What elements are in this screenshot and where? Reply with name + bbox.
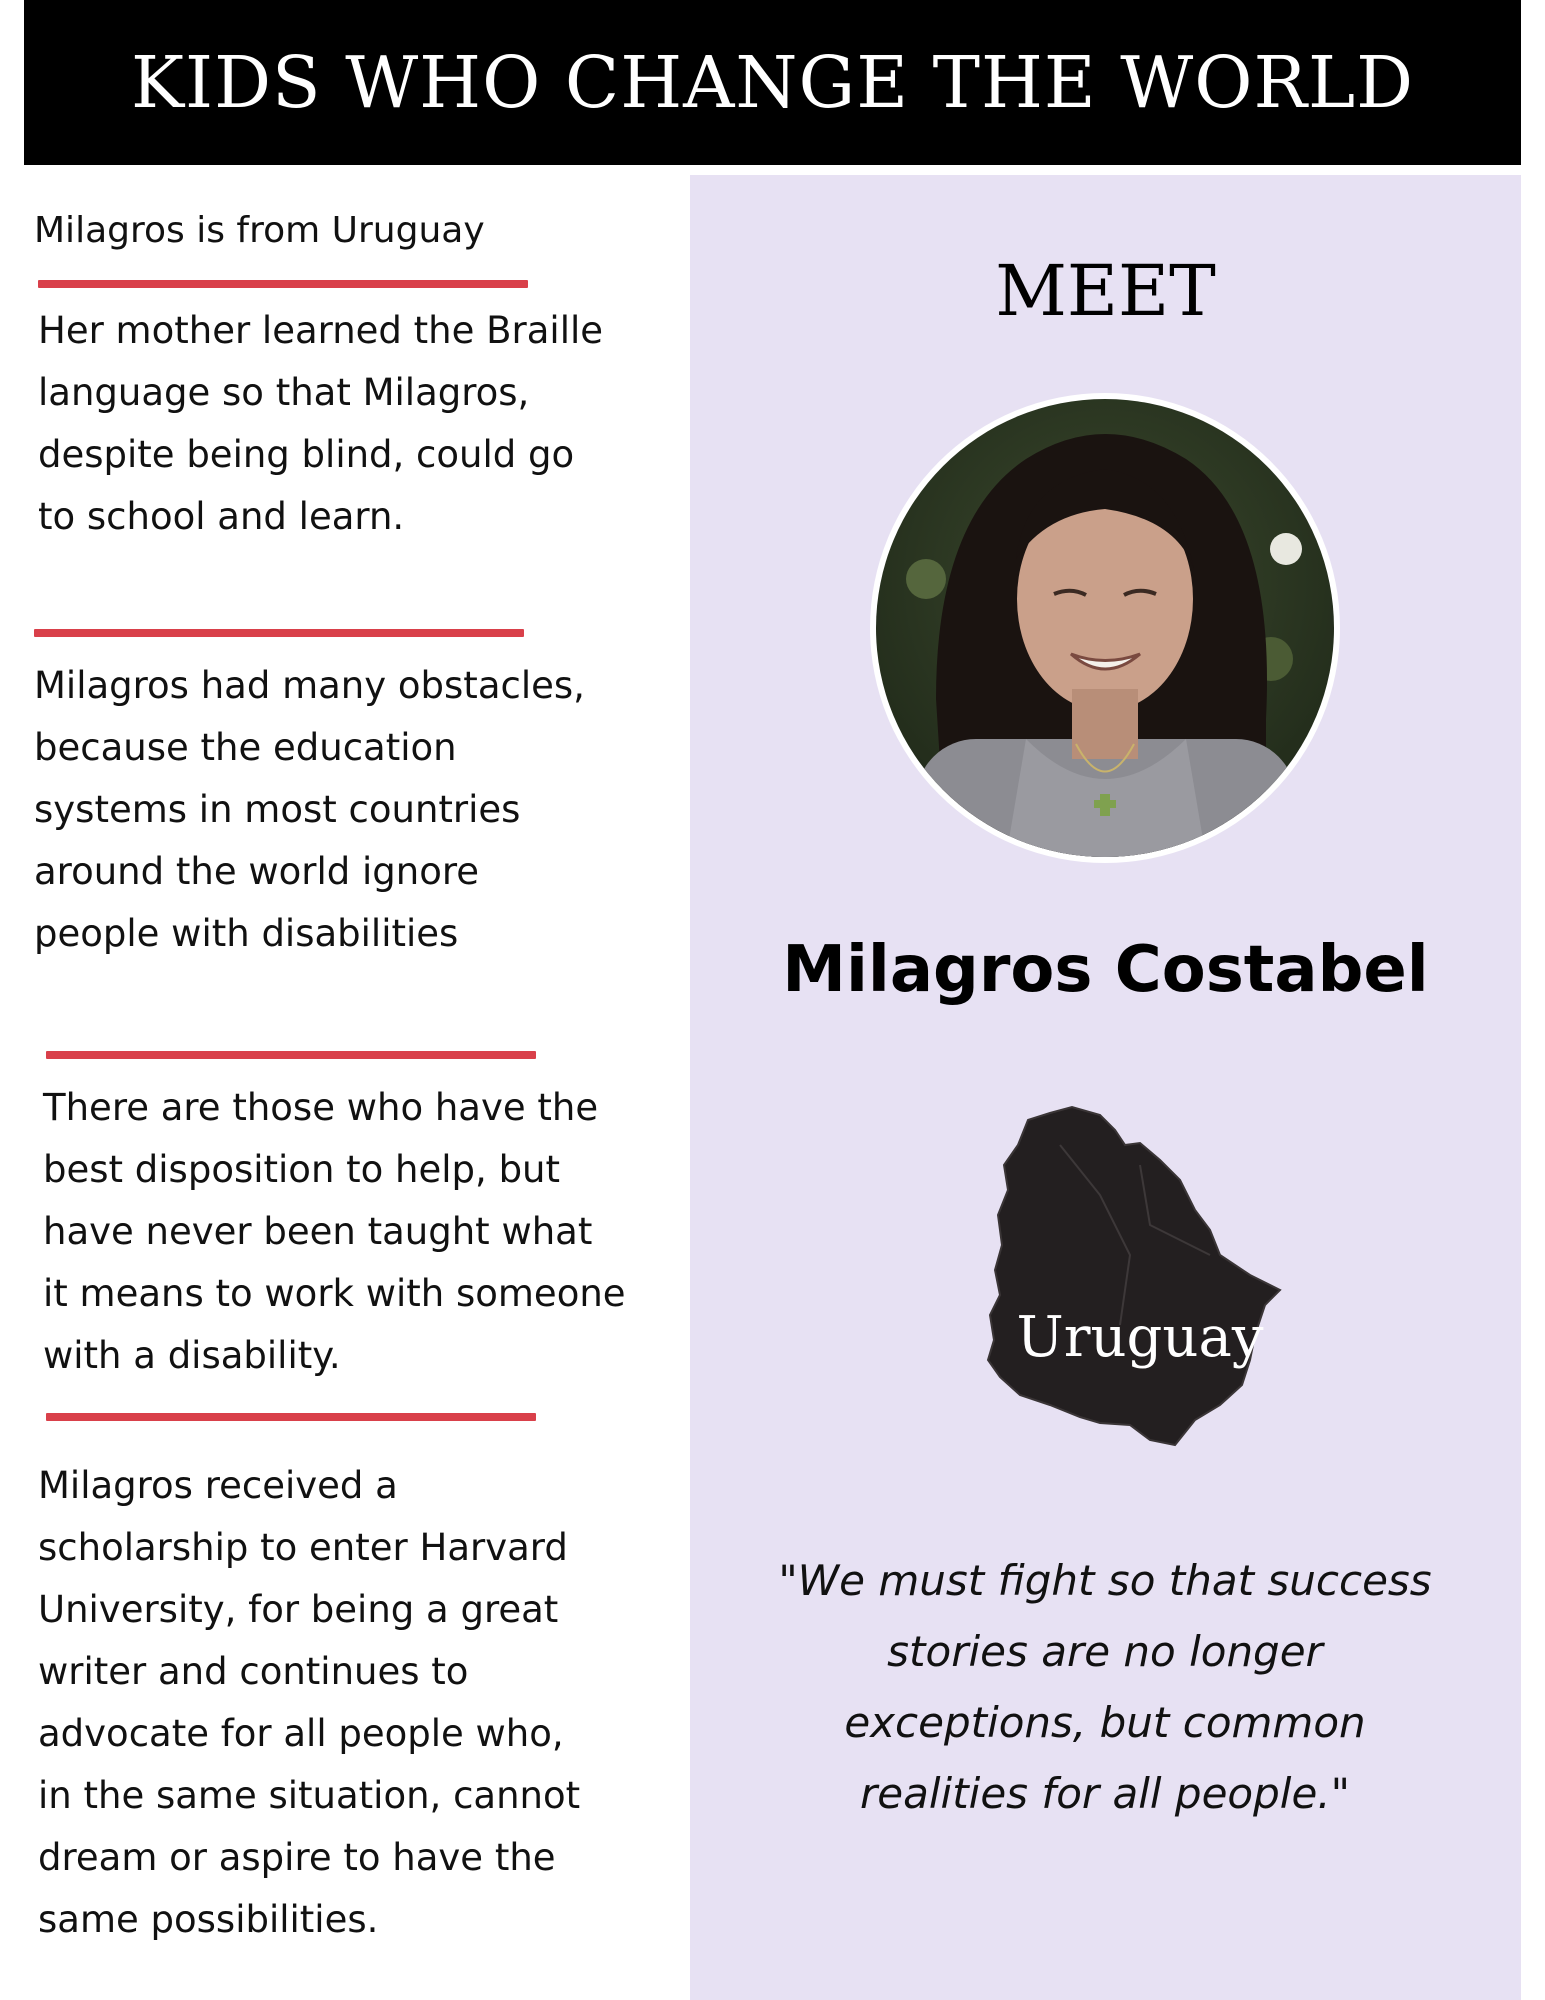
map-country-label: Uruguay [1016,1305,1264,1370]
divider-1 [38,280,528,288]
portrait-photo [870,393,1340,863]
paragraph-scholarship: Milagros received a scholarship to enter Harvard University, for being a great writer and continues to advocate for all people who, in the same situation, cannot dream or aspire to have the same possibilities. [38,1464,581,1941]
uruguay-map [980,1105,1300,1455]
person-name: Milagros Costabel [782,933,1429,1007]
paragraph-braille: Her mother learned the Braille language so that Milagros, despite being blind, could go to school and learn. [38,309,604,538]
profile-panel [690,175,1521,2000]
quote-text: "We must fight so that success stories are no longer exceptions, but common realities for all people." [778,1556,1432,1818]
intro-text: Milagros is from Uruguay [34,210,485,251]
facts-column [0,0,690,2000]
portrait-image [876,399,1334,857]
page-title: KIDS WHO CHANGE THE WORLD [130,41,1415,124]
divider-2 [34,629,524,637]
meet-heading: MEET [995,250,1216,332]
uruguay-map-icon [980,1105,1300,1455]
divider-4 [46,1413,536,1421]
paragraph-obstacles: Milagros had many obstacles, because the education systems in most countries around the world ignore people with disabilities [34,664,585,955]
paragraph-disposition: There are those who have the best disposition to help, but have never been taught what it means to work with someone with a disability. [43,1086,626,1377]
divider-3 [46,1051,536,1059]
